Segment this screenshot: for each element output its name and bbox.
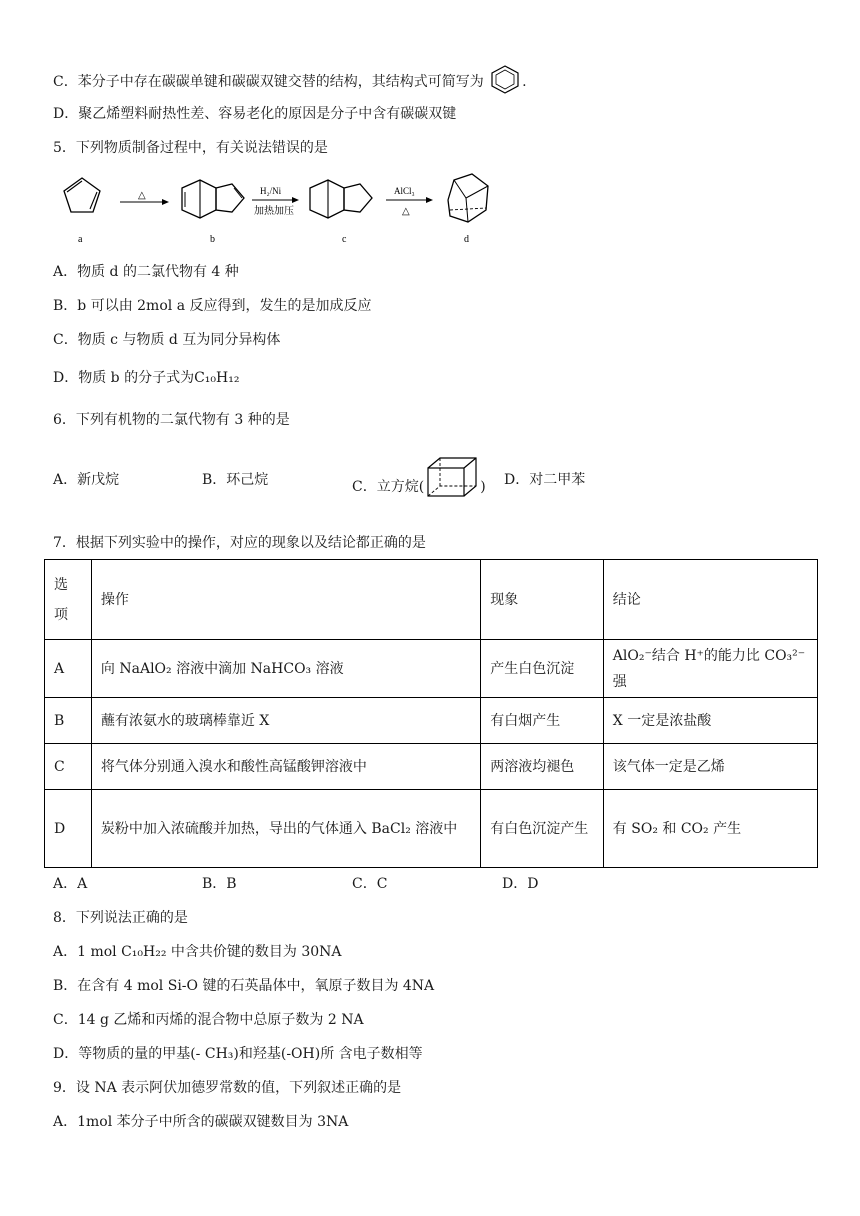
q8-option-d: D．等物质的量的甲基(- CH₃)和羟基(-OH)所 含电子数相等 xyxy=(53,1046,423,1062)
q5-option-a: A．物质 d 的二氯代物有 4 种 xyxy=(53,264,239,280)
arrow1-heat-label: △ xyxy=(138,190,146,201)
row-option: B xyxy=(45,698,92,744)
table-row xyxy=(45,790,818,868)
arrow2-condition-label: 加热加压 xyxy=(254,206,294,217)
q6-option-c-close: ) xyxy=(480,479,486,495)
q4-option-d: D．聚乙烯塑料耐热性差、容易老化的原因是分子中含有碳碳双键 xyxy=(53,106,457,122)
q7-stem: 7．根据下列实验中的操作，对应的现象以及结论都正确的是 xyxy=(53,535,426,551)
table-row xyxy=(45,744,818,790)
q7-answer-d: D．D xyxy=(502,876,539,892)
compound-b-icon xyxy=(182,180,244,218)
q7-answer-b: B．B xyxy=(202,876,237,892)
row-operation: 将气体分别通入溴水和酸性高锰酸钾溶液中 xyxy=(91,744,480,790)
q6-option-b: B．环己烷 xyxy=(202,472,269,488)
row-conclusion: X 一定是浓盐酸 xyxy=(603,698,817,744)
arrow3-reagent-label: AlCl₃ xyxy=(394,186,415,196)
q8-stem: 8．下列说法正确的是 xyxy=(53,910,188,926)
compound-c-label: c xyxy=(342,234,347,245)
q8-option-a: A．1 mol C₁₀H₂₂ 中含共价键的数目为 30NA xyxy=(53,944,342,960)
compound-b-label: b xyxy=(210,234,215,245)
q6-stem: 6．下列有机物的二氯代物有 3 种的是 xyxy=(53,412,290,428)
row-phenomenon: 有白色沉淀产生 xyxy=(481,790,604,868)
row-option: C xyxy=(45,744,92,790)
cubane-structure-icon xyxy=(424,456,480,504)
compound-c-icon xyxy=(310,180,372,218)
compound-a-label: a xyxy=(78,234,83,245)
row-conclusion: 该气体一定是乙烯 xyxy=(603,744,817,790)
q8-option-b: B．在含有 4 mol Si-O 键的石英晶体中，氧原子数目为 4NA xyxy=(53,978,435,994)
arrow2-reagent-label: H₂/Ni xyxy=(260,186,282,196)
table-row xyxy=(45,698,818,744)
table-header-row xyxy=(45,560,818,640)
q6-option-a: A．新戊烷 xyxy=(53,472,120,488)
q5-option-d xyxy=(53,368,239,388)
table-row xyxy=(45,640,818,698)
q4-option-c xyxy=(53,64,527,100)
row-phenomenon: 产生白色沉淀 xyxy=(481,640,604,698)
q6-option-c xyxy=(352,470,486,504)
q5-option-d-text: D．物质 b 的分子式为 xyxy=(53,370,195,386)
q5-option-b: B．b 可以由 2mol a 反应得到，发生的是加成反应 xyxy=(53,298,372,314)
q5-option-c: C．物质 c 与物质 d 互为同分异构体 xyxy=(53,332,281,348)
q7-answer-a: A．A xyxy=(53,876,88,892)
q4-option-c-text: C．苯分子中存在碳碳单键和碳碳双键交替的结构，其结构式可简写为 xyxy=(53,74,484,90)
q9-stem: 9．设 NA 表示阿伏加德罗常数的值，下列叙述正确的是 xyxy=(53,1080,402,1096)
q9-option-a: A．1mol 苯分子中所含的碳碳双键数目为 3NA xyxy=(53,1114,349,1130)
row-operation: 向 NaAlO₂ 溶液中滴加 NaHCO₃ 溶液 xyxy=(91,640,480,698)
header-operation: 操作 xyxy=(91,560,480,640)
row-operation: 蘸有浓氨水的玻璃棒靠近 X xyxy=(91,698,480,744)
q4-option-c-tail: . xyxy=(522,74,527,90)
header-phenomenon: 现象 xyxy=(481,560,604,640)
arrow3-condition-label: △ xyxy=(402,206,410,217)
row-phenomenon: 有白烟产生 xyxy=(481,698,604,744)
row-conclusion: AlO₂⁻结合 H⁺的能力比 CO₃²⁻强 xyxy=(603,640,817,698)
q5-option-d-formula: C₁₀H₁₂ xyxy=(194,370,240,386)
compound-d-icon xyxy=(448,174,488,222)
row-phenomenon: 两溶液均褪色 xyxy=(481,744,604,790)
q7-table xyxy=(44,559,818,868)
row-conclusion: 有 SO₂ 和 CO₂ 产生 xyxy=(603,790,817,868)
compound-d-label: d xyxy=(464,234,469,245)
q6-option-d: D．对二甲苯 xyxy=(504,472,586,488)
q7-answer-c: C．C xyxy=(352,876,388,892)
q6-option-c-text: C．立方烷( xyxy=(352,479,425,495)
header-conclusion: 结论 xyxy=(603,560,817,640)
q5-stem: 5．下列物质制备过程中，有关说法错误的是 xyxy=(53,140,328,156)
row-option: A xyxy=(45,640,92,698)
q8-option-c: C．14 g 乙烯和丙烯的混合物中总原子数为 2 NA xyxy=(53,1012,364,1028)
benzene-structure-icon xyxy=(488,64,522,100)
header-option: 选项 xyxy=(45,560,92,640)
q5-reaction-scheme xyxy=(52,170,512,250)
row-option: D xyxy=(45,790,92,868)
compound-a-icon xyxy=(64,178,100,212)
row-operation: 炭粉中加入浓硫酸并加热，导出的气体通入 BaCl₂ 溶液中 xyxy=(91,790,480,868)
